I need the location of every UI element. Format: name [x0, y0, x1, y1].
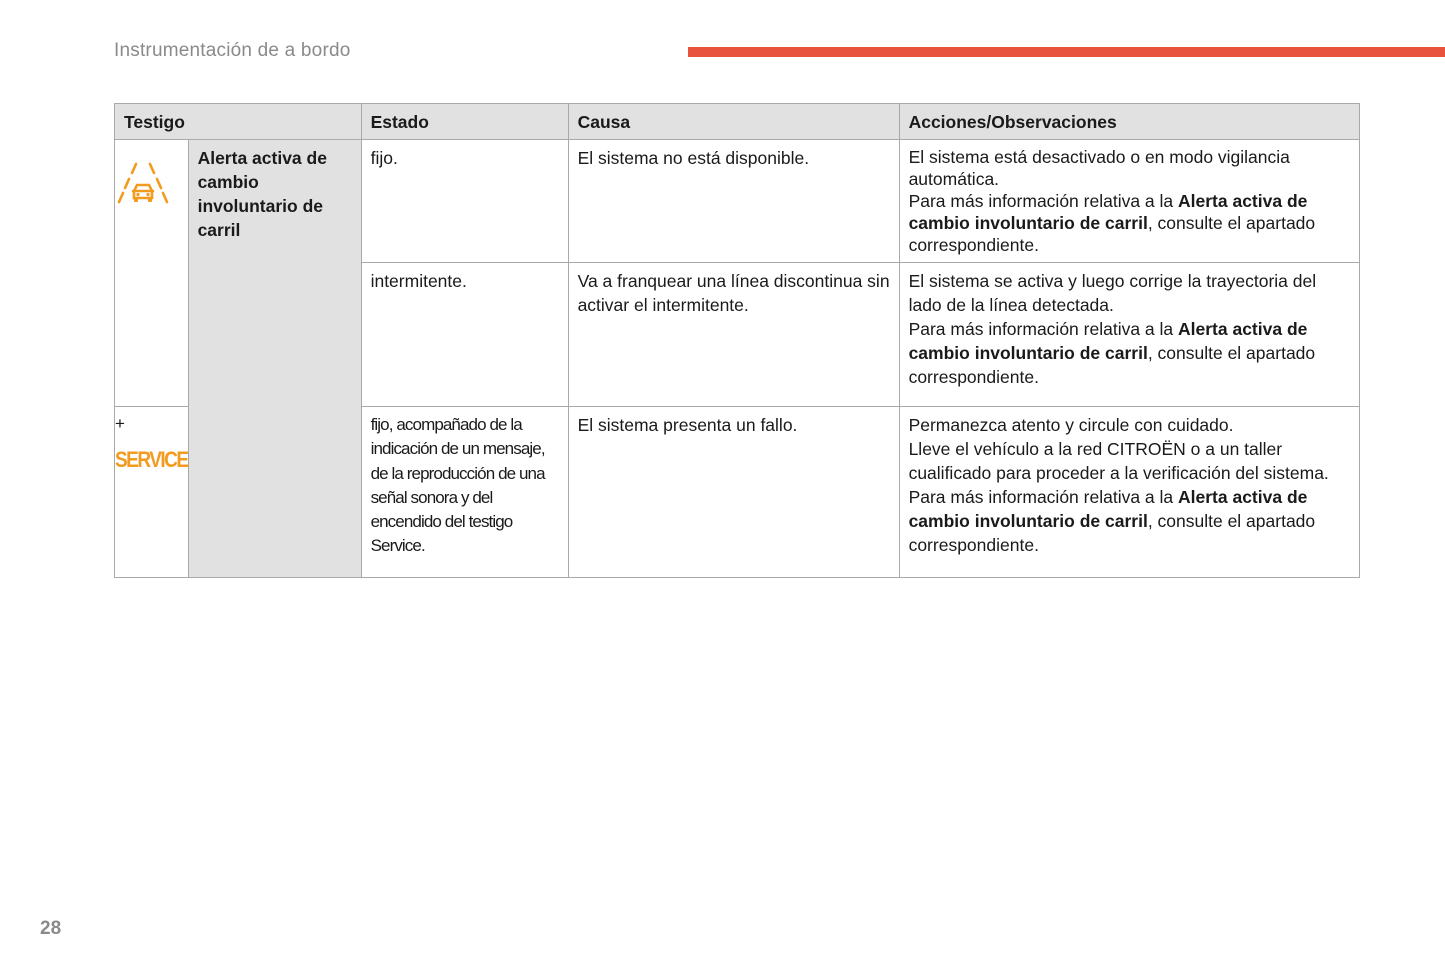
estado-cell: intermitente. — [361, 263, 568, 407]
acciones-text: El sistema está desactivado o en modo vigilancia automática. — [908, 147, 1290, 189]
acciones-reference: Para más información relativa a la Alerta activa de cambio involuntario de carril, consulte el apartado correspondiente. — [908, 319, 1316, 387]
acciones-text: El sistema se activa y luego corrige la trayectoria del lado de la línea detectada. — [908, 271, 1317, 315]
header-estado: Estado — [361, 104, 568, 140]
table-header-row — [115, 104, 1360, 140]
service-warning-icon: SERVICE — [115, 448, 188, 473]
causa-cell: El sistema no está disponible. — [568, 140, 899, 263]
acciones-reference: Para más información relativa a la Alerta activa de cambio involuntario de carril, consulte el apartado correspondiente. — [908, 191, 1316, 255]
acciones-text: Permanezca atento y circule con cuidado. — [908, 415, 1234, 435]
plus-sign: + — [115, 414, 125, 433]
header-testigo: Testigo — [115, 104, 362, 140]
warning-lights-table — [114, 103, 1360, 578]
service-icon-cell — [115, 407, 189, 578]
causa-cell: El sistema presenta un fallo. — [568, 407, 899, 578]
acciones-cell — [899, 140, 1359, 263]
lane-icon-cell — [115, 140, 189, 407]
page-number: 28 — [40, 918, 62, 939]
estado-cell: fijo. — [361, 140, 568, 263]
acciones-reference: Para más información relativa a la Alerta activa de cambio involuntario de carril, consulte el apartado correspondiente. — [908, 487, 1316, 555]
estado-cell: fijo, acompañado de la indicación de un mensaje, de la reproducción de una señal sonora y del encendido del testigo Service. — [361, 407, 568, 578]
header-accent-bar — [688, 47, 1445, 57]
page-section-title: Instrumentación de a bordo — [114, 40, 351, 61]
warning-name-cell — [188, 140, 361, 578]
acciones-text-2: Lleve el vehículo a la red CITROËN o a un taller cualificado para proceder a la verificación del sistema. — [908, 439, 1329, 483]
feature-reference: Alerta activa de cambio involuntario de carril — [908, 191, 1308, 233]
acciones-cell — [899, 263, 1359, 407]
feature-reference: Alerta activa de cambio involuntario de carril — [908, 487, 1308, 531]
table-row — [115, 140, 1360, 263]
acciones-cell — [899, 407, 1359, 578]
warning-name: Alerta activa de cambio involuntario de carril — [197, 148, 327, 240]
causa-cell: Va a franquear una línea discontinua sin activar el intermitente. — [568, 263, 899, 407]
header-acciones: Acciones/Observaciones — [899, 104, 1359, 140]
header-causa: Causa — [568, 104, 899, 140]
feature-reference: Alerta activa de cambio involuntario de carril — [908, 319, 1308, 363]
lane-departure-warning-icon — [115, 158, 171, 206]
